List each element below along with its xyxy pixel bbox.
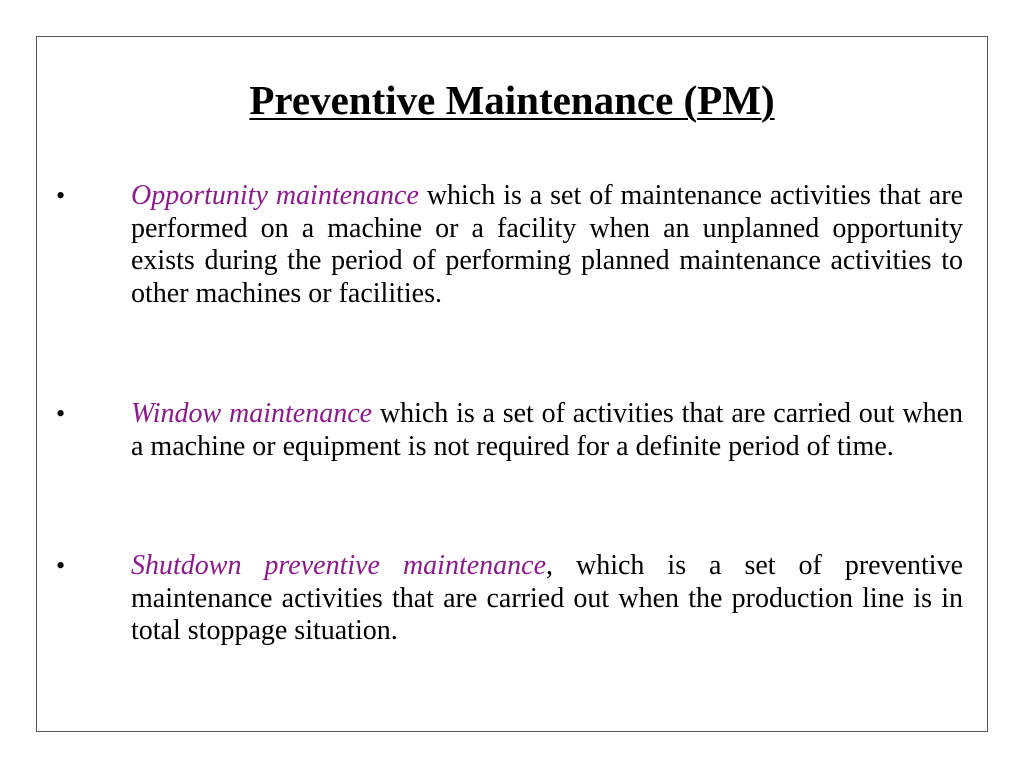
bullet-description: which is a set of maintenance activities that are performed on a machine or a facility when an unplanned opportunity exists during the period of performing planned maintenance activities to other machines or facilities. (131, 180, 963, 309)
bullet-term: Opportunity maintenance (131, 180, 419, 211)
bullet-description: , which is a set of preventive maintenance activities that are carried out when the production line is in total stoppage situation. (131, 550, 964, 646)
bullet-text (131, 398, 963, 463)
bullet-dot: • (56, 551, 66, 580)
bullet-term: Shutdown preventive maintenance (131, 550, 547, 581)
bullet-dot: • (56, 181, 66, 210)
bullet-dot: • (56, 399, 66, 428)
bullet-term: Window maintenance (131, 398, 373, 429)
slide-title (0, 76, 1024, 124)
bullet-description: which is a set of activities that are carried out when a machine or equipment is not required for a definite period of time. (131, 398, 963, 462)
bullet-text (131, 550, 963, 648)
bullet-text (131, 180, 963, 310)
slide-title-text: Preventive Maintenance (PM) (249, 77, 775, 123)
